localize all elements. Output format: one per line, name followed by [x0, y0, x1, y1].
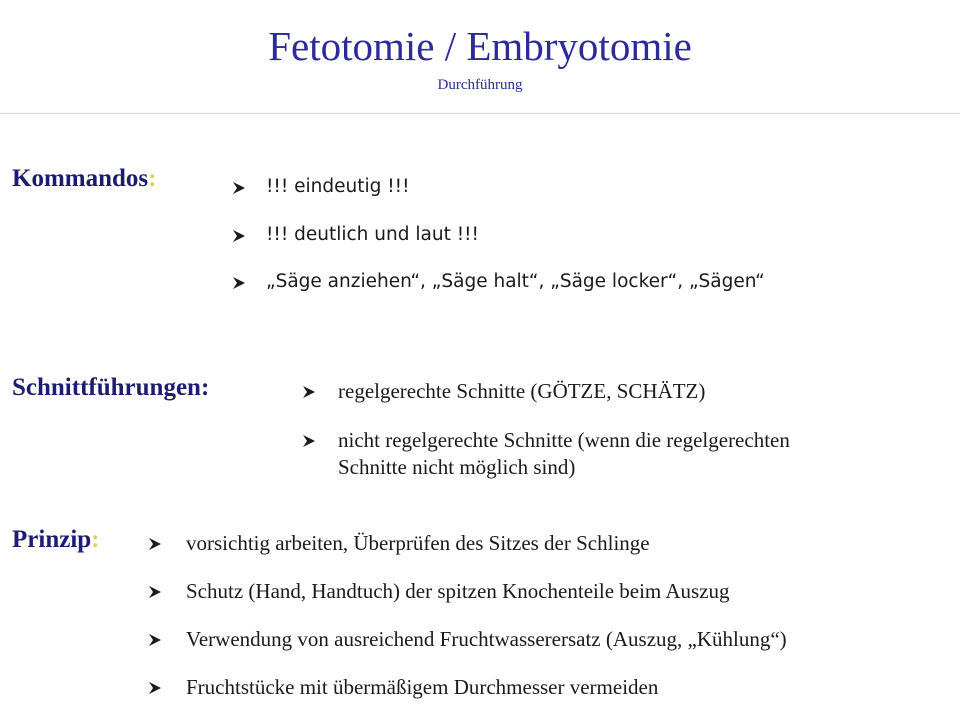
kommandos-item: !!! deutlich und laut !!!	[266, 224, 479, 245]
schnittfuehrungen-item-line: Schnitte nicht möglich sind)	[338, 455, 576, 480]
arrow-bullet-icon	[148, 578, 186, 599]
kommandos-heading-label: Kommandos	[12, 165, 149, 192]
list-item	[148, 674, 658, 701]
list-item	[148, 530, 650, 557]
list-item	[232, 270, 765, 294]
kommandos-heading-colon: :	[148, 165, 157, 192]
page-subtitle: Durchführung	[437, 77, 523, 93]
schnittfuehrungen-item-line: nicht regelgerechte Schnitte (wenn die regelgerechten	[338, 428, 790, 452]
prinzip-item: vorsichtig arbeiten, Überprüfen des Sitzes der Schlinge	[186, 531, 650, 555]
arrow-bullet-icon	[148, 674, 186, 695]
prinzip-heading-label: Prinzip	[12, 526, 92, 553]
kommandos-heading	[12, 166, 156, 191]
arrow-bullet-icon	[232, 175, 266, 195]
schnittfuehrungen-item: regelgerechte Schnitte (GÖTZE, SCHÄTZ)	[338, 379, 706, 403]
schnittfuehrungen-item	[338, 427, 790, 482]
arrow-bullet-icon	[302, 427, 338, 448]
header-divider	[0, 113, 960, 114]
list-item	[148, 626, 787, 653]
list-item	[302, 378, 705, 405]
prinzip-heading	[12, 527, 100, 552]
kommandos-item: „Säge anziehen“, „Säge halt“, „Säge locker“, „Sägen“	[266, 271, 765, 292]
list-item	[232, 223, 479, 247]
schnittfuehrungen-heading: Schnittführungen:	[12, 374, 210, 401]
prinzip-item: Verwendung von ausreichend Fruchtwasserersatz (Auszug, „Kühlung“)	[186, 627, 787, 651]
list-item	[148, 578, 730, 605]
list-item	[232, 175, 410, 199]
prinzip-heading-colon: :	[91, 526, 100, 553]
page-title: Fetotomie / Embryotomie	[268, 23, 692, 69]
prinzip-item: Schutz (Hand, Handtuch) der spitzen Knochenteile beim Auszug	[186, 579, 730, 603]
arrow-bullet-icon	[232, 270, 266, 290]
prinzip-item: Fruchtstücke mit übermäßigem Durchmesser vermeiden	[186, 675, 659, 699]
arrow-bullet-icon	[148, 530, 186, 551]
arrow-bullet-icon	[148, 626, 186, 647]
list-item	[302, 427, 790, 482]
arrow-bullet-icon	[302, 378, 338, 399]
arrow-bullet-icon	[232, 223, 266, 243]
kommandos-item: !!! eindeutig !!!	[266, 176, 410, 197]
